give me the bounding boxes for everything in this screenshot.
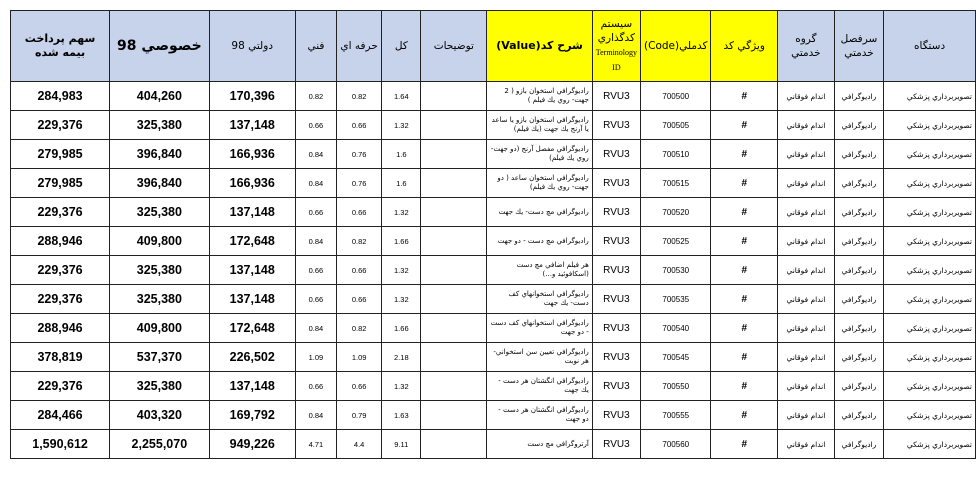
- cell-feature: #: [711, 314, 778, 343]
- cell-gov: 137,148: [209, 285, 295, 314]
- cell-technical: 0.84: [295, 227, 336, 256]
- cell-system: RVU3: [592, 140, 640, 169]
- cell-gov: 137,148: [209, 372, 295, 401]
- cell-private: 537,370: [110, 343, 209, 372]
- cell-professional: 0.76: [336, 140, 381, 169]
- table-row: [11, 430, 976, 459]
- cell-private: 404,260: [110, 82, 209, 111]
- cell-code: 700545: [641, 343, 711, 372]
- cell-professional: 0.82: [336, 82, 381, 111]
- cell-value: راديوگرافي مچ دست - دو جهت: [487, 227, 592, 256]
- cell-total: 1.32: [382, 111, 421, 140]
- cell-technical: 0.82: [295, 82, 336, 111]
- cell-notes: [421, 256, 487, 285]
- cell-private: 325,380: [110, 372, 209, 401]
- header-value: شرح كد(Value): [487, 11, 592, 82]
- cell-chapter: راديوگرافي: [834, 372, 883, 401]
- cell-insurance: 1,590,612: [11, 430, 110, 459]
- cell-code: 700540: [641, 314, 711, 343]
- cell-notes: [421, 198, 487, 227]
- table-row: [11, 285, 976, 314]
- cell-system: RVU3: [592, 314, 640, 343]
- cell-system: RVU3: [592, 285, 640, 314]
- cell-private: 396,840: [110, 140, 209, 169]
- cell-chapter: راديوگرافي: [834, 140, 883, 169]
- cell-feature: #: [711, 430, 778, 459]
- cell-notes: [421, 314, 487, 343]
- cell-value: راديوگرافي استخوان بازو يا ساعد يا آرنج يك جهت (يك فيلم): [487, 111, 592, 140]
- cell-gov: 949,226: [209, 430, 295, 459]
- cell-group: اندام فوقاني: [777, 111, 834, 140]
- table-row: [11, 140, 976, 169]
- cell-system: RVU3: [592, 82, 640, 111]
- cell-gov: 226,502: [209, 343, 295, 372]
- cell-feature: #: [711, 82, 778, 111]
- cell-chapter: راديوگرافي: [834, 198, 883, 227]
- header-professional: حرفه اي: [336, 11, 381, 82]
- table-row: [11, 343, 976, 372]
- cell-technical: 0.84: [295, 140, 336, 169]
- header-technical: فني: [295, 11, 336, 82]
- cell-chapter: راديوگرافي: [834, 285, 883, 314]
- table-row: [11, 82, 976, 111]
- cell-feature: #: [711, 401, 778, 430]
- cell-total: 1.32: [382, 372, 421, 401]
- cell-chapter: راديوگرافي: [834, 430, 883, 459]
- cell-group: اندام فوقاني: [777, 430, 834, 459]
- cell-value: راديوگرافي انگشتان هر دست - يك جهت: [487, 372, 592, 401]
- cell-group: اندام فوقاني: [777, 169, 834, 198]
- cell-insurance: 279,985: [11, 140, 110, 169]
- table-row: [11, 111, 976, 140]
- cell-private: 2,255,070: [110, 430, 209, 459]
- cell-system: RVU3: [592, 430, 640, 459]
- cell-notes: [421, 372, 487, 401]
- cell-insurance: 284,466: [11, 401, 110, 430]
- cell-gov: 172,648: [209, 227, 295, 256]
- cell-device: تصويربرداري پزشكي: [884, 198, 976, 227]
- header-total: كل: [382, 11, 421, 82]
- cell-gov: 166,936: [209, 169, 295, 198]
- cell-code: 700515: [641, 169, 711, 198]
- cell-feature: #: [711, 227, 778, 256]
- cell-technical: 0.84: [295, 401, 336, 430]
- cell-gov: 172,648: [209, 314, 295, 343]
- tariff-table: [10, 10, 976, 459]
- cell-insurance: 229,376: [11, 198, 110, 227]
- cell-insurance: 288,946: [11, 314, 110, 343]
- cell-private: 409,800: [110, 314, 209, 343]
- cell-professional: 1.09: [336, 343, 381, 372]
- cell-group: اندام فوقاني: [777, 140, 834, 169]
- cell-notes: [421, 285, 487, 314]
- table-row: [11, 314, 976, 343]
- cell-device: تصويربرداري پزشكي: [884, 256, 976, 285]
- cell-private: 396,840: [110, 169, 209, 198]
- cell-insurance: 288,946: [11, 227, 110, 256]
- cell-technical: 0.66: [295, 285, 336, 314]
- cell-device: تصويربرداري پزشكي: [884, 82, 976, 111]
- cell-code: 700525: [641, 227, 711, 256]
- cell-technical: 0.66: [295, 256, 336, 285]
- cell-professional: 4.4: [336, 430, 381, 459]
- cell-total: 1.66: [382, 314, 421, 343]
- header-notes: توضيحات: [421, 11, 487, 82]
- cell-feature: #: [711, 256, 778, 285]
- cell-value: راديوگرافي استخوانهاي كف دست - دو جهت: [487, 314, 592, 343]
- cell-group: اندام فوقاني: [777, 401, 834, 430]
- cell-total: 9.11: [382, 430, 421, 459]
- cell-insurance: 229,376: [11, 111, 110, 140]
- cell-notes: [421, 343, 487, 372]
- cell-code: 700505: [641, 111, 711, 140]
- header-feature: ويژگي كد: [711, 11, 778, 82]
- cell-feature: #: [711, 198, 778, 227]
- cell-chapter: راديوگرافي: [834, 401, 883, 430]
- cell-insurance: 284,983: [11, 82, 110, 111]
- cell-technical: 0.66: [295, 372, 336, 401]
- cell-gov: 166,936: [209, 140, 295, 169]
- cell-code: 700520: [641, 198, 711, 227]
- cell-system: RVU3: [592, 343, 640, 372]
- cell-chapter: راديوگرافي: [834, 111, 883, 140]
- cell-device: تصويربرداري پزشكي: [884, 401, 976, 430]
- cell-total: 1.6: [382, 140, 421, 169]
- cell-feature: #: [711, 343, 778, 372]
- cell-notes: [421, 401, 487, 430]
- cell-professional: 0.82: [336, 227, 381, 256]
- cell-notes: [421, 169, 487, 198]
- cell-technical: 4.71: [295, 430, 336, 459]
- cell-group: اندام فوقاني: [777, 198, 834, 227]
- cell-notes: [421, 227, 487, 256]
- cell-total: 1.6: [382, 169, 421, 198]
- cell-total: 1.63: [382, 401, 421, 430]
- header-chapter: سرفصل خدمتي: [834, 11, 883, 82]
- cell-technical: 0.84: [295, 314, 336, 343]
- header-gov: دولتي 98: [209, 11, 295, 82]
- header-insurance: سهم پرداخت بيمه شده: [11, 11, 110, 82]
- cell-feature: #: [711, 169, 778, 198]
- cell-feature: #: [711, 285, 778, 314]
- cell-professional: 0.66: [336, 256, 381, 285]
- header-system-label: سيستم كدگذاري: [597, 18, 636, 44]
- cell-device: تصويربرداري پزشكي: [884, 169, 976, 198]
- table-row: [11, 401, 976, 430]
- cell-professional: 0.66: [336, 372, 381, 401]
- cell-value: راديوگرافي استخوانهاي كف دست- يك جهت: [487, 285, 592, 314]
- header-row: [11, 11, 976, 82]
- cell-value: راديوگرافي مفصل آرنج (دو جهت- روي يك فيلم): [487, 140, 592, 169]
- table-row: [11, 372, 976, 401]
- header-device: دستگاه: [884, 11, 976, 82]
- cell-professional: 0.66: [336, 285, 381, 314]
- header-private: خصوصي 98: [110, 11, 209, 82]
- cell-system: RVU3: [592, 227, 640, 256]
- header-group: گروه خدمتي: [777, 11, 834, 82]
- cell-professional: 0.66: [336, 111, 381, 140]
- cell-code: 700555: [641, 401, 711, 430]
- cell-chapter: راديوگرافي: [834, 314, 883, 343]
- cell-total: 1.32: [382, 198, 421, 227]
- table-row: [11, 227, 976, 256]
- cell-device: تصويربرداري پزشكي: [884, 140, 976, 169]
- cell-code: 700510: [641, 140, 711, 169]
- cell-chapter: راديوگرافي: [834, 343, 883, 372]
- cell-feature: #: [711, 140, 778, 169]
- cell-technical: 0.66: [295, 111, 336, 140]
- cell-gov: 137,148: [209, 198, 295, 227]
- cell-notes: [421, 140, 487, 169]
- cell-total: 1.32: [382, 285, 421, 314]
- cell-insurance: 229,376: [11, 372, 110, 401]
- cell-code: 700500: [641, 82, 711, 111]
- cell-value: راديوگرافي انگشتان هر دست - دو جهت: [487, 401, 592, 430]
- cell-professional: 0.79: [336, 401, 381, 430]
- cell-feature: #: [711, 372, 778, 401]
- cell-device: تصويربرداري پزشكي: [884, 227, 976, 256]
- cell-value: هر فيلم اضافي مچ دست (اسكافوئيد و...): [487, 256, 592, 285]
- cell-notes: [421, 430, 487, 459]
- cell-value: راديوگرافي تعيين سن استخواني- هر نوبت: [487, 343, 592, 372]
- cell-gov: 169,792: [209, 401, 295, 430]
- cell-value: راديوگرافي استخوان ساعد ( دو جهت- روي يك فيلم): [487, 169, 592, 198]
- cell-notes: [421, 111, 487, 140]
- cell-technical: 0.84: [295, 169, 336, 198]
- table-row: [11, 169, 976, 198]
- cell-device: تصويربرداري پزشكي: [884, 285, 976, 314]
- cell-insurance: 279,985: [11, 169, 110, 198]
- header-code: كدملي(Code): [641, 11, 711, 82]
- cell-total: 1.66: [382, 227, 421, 256]
- table-row: [11, 198, 976, 227]
- cell-system: RVU3: [592, 169, 640, 198]
- cell-professional: 0.82: [336, 314, 381, 343]
- cell-chapter: راديوگرافي: [834, 227, 883, 256]
- cell-chapter: راديوگرافي: [834, 169, 883, 198]
- cell-chapter: راديوگرافي: [834, 82, 883, 111]
- cell-system: RVU3: [592, 401, 640, 430]
- cell-professional: 0.66: [336, 198, 381, 227]
- cell-total: 1.32: [382, 256, 421, 285]
- cell-group: اندام فوقاني: [777, 227, 834, 256]
- cell-insurance: 229,376: [11, 285, 110, 314]
- cell-group: اندام فوقاني: [777, 314, 834, 343]
- cell-group: اندام فوقاني: [777, 256, 834, 285]
- cell-device: تصويربرداري پزشكي: [884, 111, 976, 140]
- table-row: [11, 256, 976, 285]
- cell-device: تصويربرداري پزشكي: [884, 343, 976, 372]
- cell-device: تصويربرداري پزشكي: [884, 430, 976, 459]
- cell-system: RVU3: [592, 256, 640, 285]
- cell-device: تصويربرداري پزشكي: [884, 314, 976, 343]
- cell-total: 1.64: [382, 82, 421, 111]
- cell-group: اندام فوقاني: [777, 372, 834, 401]
- cell-system: RVU3: [592, 111, 640, 140]
- cell-code: 700535: [641, 285, 711, 314]
- header-system: [592, 11, 640, 82]
- cell-private: 325,380: [110, 285, 209, 314]
- cell-system: RVU3: [592, 372, 640, 401]
- cell-group: اندام فوقاني: [777, 285, 834, 314]
- cell-technical: 0.66: [295, 198, 336, 227]
- header-system-sub: Terminology ID: [595, 48, 638, 72]
- cell-code: 700550: [641, 372, 711, 401]
- cell-value: آرتروگرافي مچ دست: [487, 430, 592, 459]
- cell-value: راديوگرافي استخوان بازو ( 2 جهت- روي يك فيلم ): [487, 82, 592, 111]
- cell-insurance: 229,376: [11, 256, 110, 285]
- cell-code: 700530: [641, 256, 711, 285]
- cell-private: 409,800: [110, 227, 209, 256]
- cell-device: تصويربرداري پزشكي: [884, 372, 976, 401]
- cell-value: راديوگرافي مچ دست- يك جهت: [487, 198, 592, 227]
- cell-private: 325,380: [110, 198, 209, 227]
- cell-group: اندام فوقاني: [777, 82, 834, 111]
- cell-feature: #: [711, 111, 778, 140]
- cell-total: 2.18: [382, 343, 421, 372]
- cell-private: 325,380: [110, 256, 209, 285]
- cell-notes: [421, 82, 487, 111]
- cell-technical: 1.09: [295, 343, 336, 372]
- cell-gov: 137,148: [209, 256, 295, 285]
- cell-insurance: 378,819: [11, 343, 110, 372]
- cell-professional: 0.76: [336, 169, 381, 198]
- cell-gov: 137,148: [209, 111, 295, 140]
- cell-code: 700560: [641, 430, 711, 459]
- cell-private: 403,320: [110, 401, 209, 430]
- cell-chapter: راديوگرافي: [834, 256, 883, 285]
- cell-group: اندام فوقاني: [777, 343, 834, 372]
- cell-system: RVU3: [592, 198, 640, 227]
- cell-gov: 170,396: [209, 82, 295, 111]
- cell-private: 325,380: [110, 111, 209, 140]
